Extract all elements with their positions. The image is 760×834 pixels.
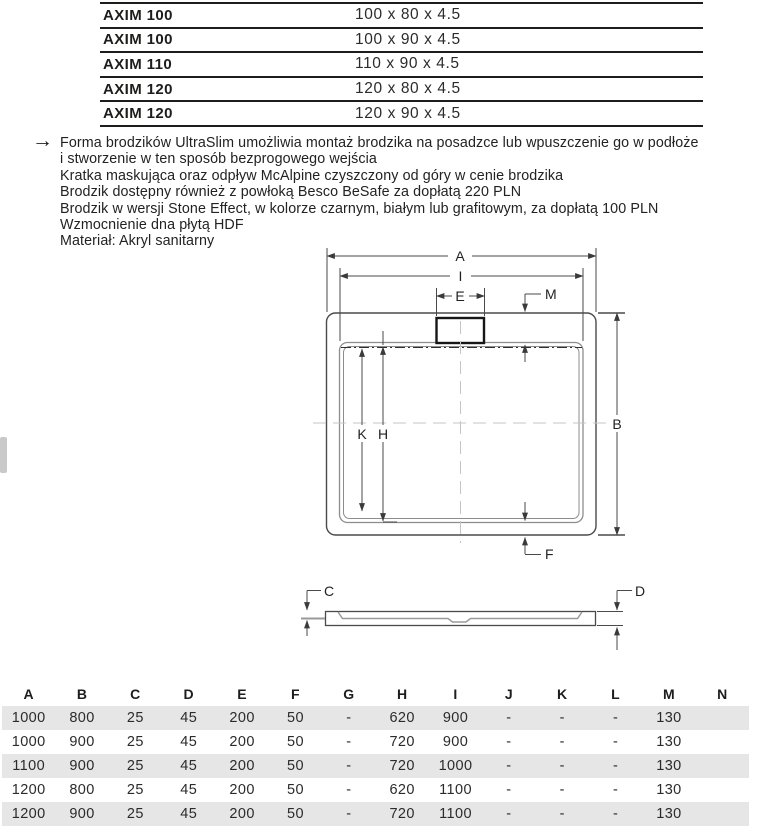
dim-cell: 620	[389, 782, 415, 798]
dim-cell: -	[482, 802, 535, 826]
dim-header: F	[269, 682, 322, 706]
dim-cell	[696, 754, 749, 778]
dim-cell: 130	[642, 706, 695, 730]
dim-header: M	[642, 682, 695, 706]
model-name: AXIM 110	[103, 55, 173, 73]
dim-cell: 1200	[11, 782, 46, 798]
dim-cell	[696, 706, 749, 730]
dim-cell: 130	[656, 734, 682, 750]
dim-C	[307, 591, 321, 637]
dim-cell: 900	[429, 706, 482, 730]
dim-cell: 1100	[429, 802, 482, 826]
dim-cell: 200	[215, 754, 268, 778]
dim-cell	[696, 778, 749, 802]
dim-cell: 130	[642, 754, 695, 778]
dim-label-D: D	[635, 583, 646, 599]
arrow-right-icon: →	[32, 129, 53, 152]
dim-cell: 45	[162, 754, 215, 778]
dim-label-K: K	[357, 426, 367, 442]
d-ext-ticks	[597, 612, 623, 626]
dim-cell: -	[536, 802, 589, 826]
dim-label-C: C	[324, 583, 335, 599]
model-size: 100 x 90 x 4.5	[355, 30, 461, 48]
dim-header: N	[696, 682, 749, 706]
dim-D	[617, 591, 632, 651]
dim-label-A: A	[455, 248, 465, 264]
dim-header: E	[215, 682, 268, 706]
dim-cell: 900	[55, 754, 108, 778]
dim-cell: -	[506, 782, 512, 798]
dim-header: A	[2, 682, 55, 706]
dim-cell: 50	[269, 754, 322, 778]
feature-line: Wzmocnienie dna płytą HDF	[60, 217, 244, 234]
dim-cell: -	[589, 754, 642, 778]
dim-header: B	[55, 682, 108, 706]
dim-cell: -	[612, 782, 619, 798]
dim-cell: 25	[126, 734, 144, 750]
dim-cell: -	[322, 802, 375, 826]
dim-cell: 25	[109, 802, 162, 826]
dim-header: G	[322, 682, 375, 706]
dim-cell: -	[559, 734, 565, 750]
dim-cell: 45	[180, 782, 198, 798]
dim-cell: 1100	[439, 782, 472, 798]
dim-label-F: F	[545, 546, 554, 562]
dimensions-table	[2, 682, 749, 826]
dim-cell: 1200	[2, 802, 55, 826]
dim-cell: 200	[229, 782, 255, 798]
dim-cell: -	[536, 754, 589, 778]
tray-side-view	[301, 612, 623, 626]
dim-label-B: B	[612, 416, 622, 432]
dim-label-E: E	[455, 288, 465, 304]
dim-cell: 900	[69, 734, 95, 750]
dim-cell: 130	[656, 782, 682, 798]
model-name: AXIM 100	[103, 6, 173, 24]
feature-line: Brodzik dostępny również z powłoką Besco BeSafe za dopłatą 220 PLN	[60, 184, 522, 201]
dim-cell: 50	[286, 734, 304, 750]
dim-cell: 130	[642, 802, 695, 826]
dim-cell: 1000	[429, 754, 482, 778]
dim-cell: 1100	[2, 754, 55, 778]
dim-cell: 800	[69, 782, 95, 798]
dim-cell: 900	[55, 802, 108, 826]
model-size: 120 x 90 x 4.5	[355, 104, 461, 122]
dim-cell: 720	[389, 734, 415, 750]
dim-cell: -	[506, 734, 512, 750]
model-name: AXIM 100	[103, 31, 173, 49]
model-name: AXIM 120	[103, 80, 173, 98]
feature-line: i stworzenie w ten sposób bezprogowego wejścia	[60, 151, 377, 168]
dim-cell: 200	[215, 802, 268, 826]
dim-cell: -	[589, 802, 642, 826]
dim-cell: 200	[215, 706, 268, 730]
dim-cell: 200	[229, 734, 255, 750]
model-name: AXIM 120	[103, 105, 173, 123]
dim-cell: -	[482, 706, 535, 730]
dim-cell: 1000	[11, 734, 46, 750]
dim-cell: -	[322, 706, 375, 730]
dim-cell: 45	[180, 734, 198, 750]
dim-header: C	[109, 682, 162, 706]
dim-cell: -	[559, 782, 565, 798]
feature-line: Materiał: Akryl sanitarny	[60, 233, 215, 250]
dim-header: H	[376, 682, 429, 706]
dim-label-I: I	[458, 268, 463, 284]
dim-cell: 50	[269, 706, 322, 730]
dim-cell: 900	[442, 734, 469, 750]
dim-cell: -	[612, 734, 619, 750]
model-size: 100 x 80 x 4.5	[355, 6, 461, 24]
scan-artifact	[0, 437, 7, 473]
dim-header: J	[482, 682, 535, 706]
dim-cell: 45	[162, 802, 215, 826]
dim-cell: 50	[269, 802, 322, 826]
dim-cell: -	[482, 754, 535, 778]
dim-cell: 1000	[2, 706, 55, 730]
dim-cell: -	[346, 782, 352, 798]
dim-header: K	[536, 682, 589, 706]
dim-cell: -	[536, 706, 589, 730]
dim-cell: 25	[109, 706, 162, 730]
feature-line: Forma brodzików UltraSlim umożliwia montaż brodzika na posadzce lub wpuszczenie go w podłoże	[60, 135, 699, 151]
dim-cell: 720	[376, 754, 429, 778]
dim-header: I	[429, 682, 482, 706]
dim-cell: 25	[109, 754, 162, 778]
dim-cell: 25	[126, 782, 144, 798]
feature-line: Kratka maskująca oraz odpływ McAlpine czyszczony od góry w cenie brodzika	[60, 167, 564, 184]
dim-cell	[696, 730, 749, 754]
dim-cell: -	[346, 734, 352, 750]
dim-header: D	[162, 682, 215, 706]
dim-label-H: H	[377, 426, 389, 442]
model-size: 120 x 80 x 4.5	[355, 80, 461, 98]
model-size: 110 x 90 x 4.5	[355, 55, 460, 73]
dim-cell: 720	[376, 802, 429, 826]
dim-cell: -	[322, 754, 375, 778]
dim-cell: 620	[376, 706, 429, 730]
dim-cell	[696, 802, 749, 826]
dim-cell: 45	[162, 706, 215, 730]
dim-cell: 50	[286, 782, 304, 798]
dim-cell: 800	[55, 706, 108, 730]
feature-line: Brodzik w wersji Stone Effect, w kolorze czarnym, białym lub grafitowym, za dopłatą 100 PLN	[60, 200, 659, 217]
dim-header: L	[589, 682, 642, 706]
dim-label-M: M	[545, 286, 557, 302]
dim-cell: -	[589, 706, 642, 730]
